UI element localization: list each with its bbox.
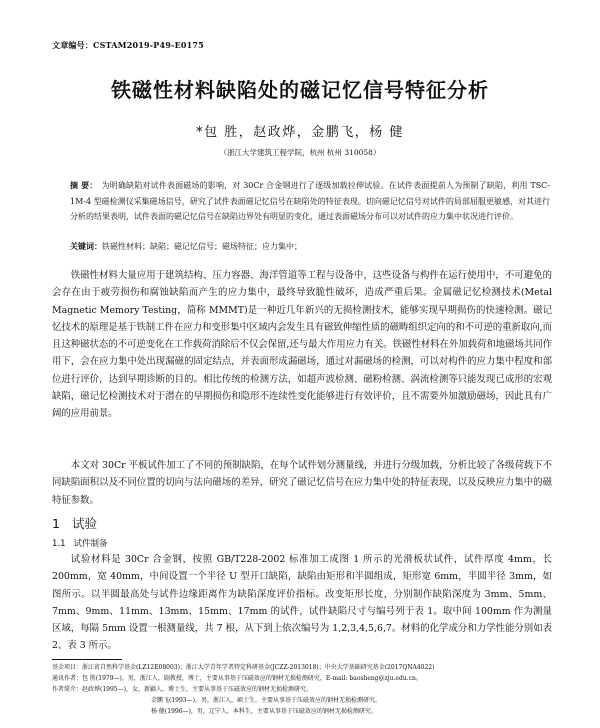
footnote-author-3: 杨 健(1996—)，男，辽宁人，本科生，主要从事基于压磁效应的钢材无损检测研究。 [151,708,377,715]
section-title: 试验 [71,516,97,531]
footnote-fund: 基金项目：浙江省自然科学基金(LZ12E08003)；浙江大学青年学者特定科研基金(JCZZ-2013018)；中央大学基础研究基金(2017QNA4022) [52,664,435,671]
affiliation: （浙江大学建筑工程学院，杭州 杭州 310058） [219,148,381,157]
footnotes [52,662,562,717]
section-heading-1 [52,514,97,532]
subsection-heading-1-1 [52,537,108,549]
footnote-author-2: 金鹏飞(1993—)，男，浙江人，硕士生，主要从事基于压磁效应的钢材无损检测研究。 [151,697,381,704]
specimen-paragraph: 试验材料是 30Cr 合金钢，按照 GB/T228-2002 标准加工成图 1 所示的光滑板状试件，试件厚度 4mm，长 200mm，宽 40mm，中间设置一个半径 U 型开口缺陷，缺陷由矩形和半圆组成，矩形宽 6mm，半圆半径 3mm，如图所示。以半圆最高处与试件边缘距离作为缺陷深度评价指标。改变矩形长度，分别制作缺陷深度为 3mm、5mm、7mm、9mm、11mm、13mm、15mm、17mm 的试件，试件缺陷尺寸与编号列于表 1。取中间 100mm 作为测量区域，每隔 5mm 设置一根测量线，共 7 根，从下到上依次编号为 1,2,3,4,5,6,7。材料的化学成分和力学性能分别如表 2、表 3 所示。 [52,554,552,652]
intro-paragraph-1: 铁磁性材料大量应用于建筑结构、压力容器、海洋管道等工程与设备中，这些设备与构件在运行使用中，不可避免的会存在由于疲劳损伤和腐蚀缺陷而产生的应力集中，最终导致脆性破坏，造成严重后果。金属磁记忆检测技术(Metal Magnetic Memory Testing，简称 MMMT)是一种近几年新兴的无损检测技术，能够实现早期损伤的快速检测。磁记忆技术的原理是基于铁制工件在应力和变形集中区域内会发生具有磁致伸缩性质的磁畴组织定向的和不可逆的重新取向,而且这种磁状态的不可逆变化在工作载荷消除后不仅会保留,还与最大作用应力有关。铁磁性材料在外加载荷和地磁场共同作用下，会在应力集中处出现漏磁的固定结点，并表面形成漏磁场，通过对漏磁场的检测，可以对构件的应力集中程度和部位进行评价，达到早期诊断的目的。相比传统的检测方法，如超声波检测、磁粉检测、涡流检测等只能发现已成形的宏观缺陷，磁记忆检测技术对于潜在的早期损伤和隐形不连续性变化能够进行有效评价，且不需要外加激励磁场，因此具有广阔的应用前景。 [52,270,552,420]
footnote-divider [52,659,122,660]
document-id: 文章编号：CSTAM2019-P49-E0175 [52,40,204,50]
subsection-number: 1.1 [52,539,66,549]
subsection-title: 试件制备 [73,539,108,549]
keywords [70,240,550,254]
intro-paragraph-2: 本文对 30Cr 平板试件加工了不同的预制缺陷，在每个试件划分测量线，并进行分级加载，分析比较了各级荷载下不同缺陷面积以及不同位置的切向与法向磁场的差异，研究了磁记忆信号在应力集中处的特征表现，以及反映应力集中的磁特征参数。 [52,460,552,506]
paper-title: 铁磁性材料缺陷处的磁记忆信号特征分析 [111,78,489,102]
abstract [70,178,550,225]
section-number: 1 [52,516,60,531]
author-list: *包 胜，赵政烨，金鹏飞，杨 健 [196,125,404,140]
keywords-text: 铁磁性材料；缺陷；磁记忆信号；磁场特征；应力集中； [102,242,302,251]
abstract-text: 为明确缺陷对试件表面磁场的影响，对 30Cr 合金钢进行了逐级加载拉伸试验。在试件表面提前人为预制了缺陷，利用 TSC-1M-4 型磁检测仪采集磁场信号，研究了试件表面磁记忆信号在缺陷处的特征表现。切向磁记忆信号对试件的局部屈服更敏感，对其进行分析的结果表明，试件表面的磁记忆信号在缺陷边界处有明显的变化，通过表面磁场分布可以对试件的应力集中状况进行评价。 [70,181,551,221]
footnote-author-1: 作者简介：赵政烨(1995—)，女，新疆人，博士生，主要从事基于压磁效应的钢材无损检测研究。 [52,686,312,693]
keywords-label: 关键词： [70,242,102,251]
footnote-corresponding: 通讯作者：包 胜(1979—)，男，浙江人，副教授，博士，主要从事基于压磁效应的钢材无损检测研究，E-mail: baosheng@zju.edu.cn。 [52,675,422,682]
abstract-label: 摘 要： [70,181,98,190]
